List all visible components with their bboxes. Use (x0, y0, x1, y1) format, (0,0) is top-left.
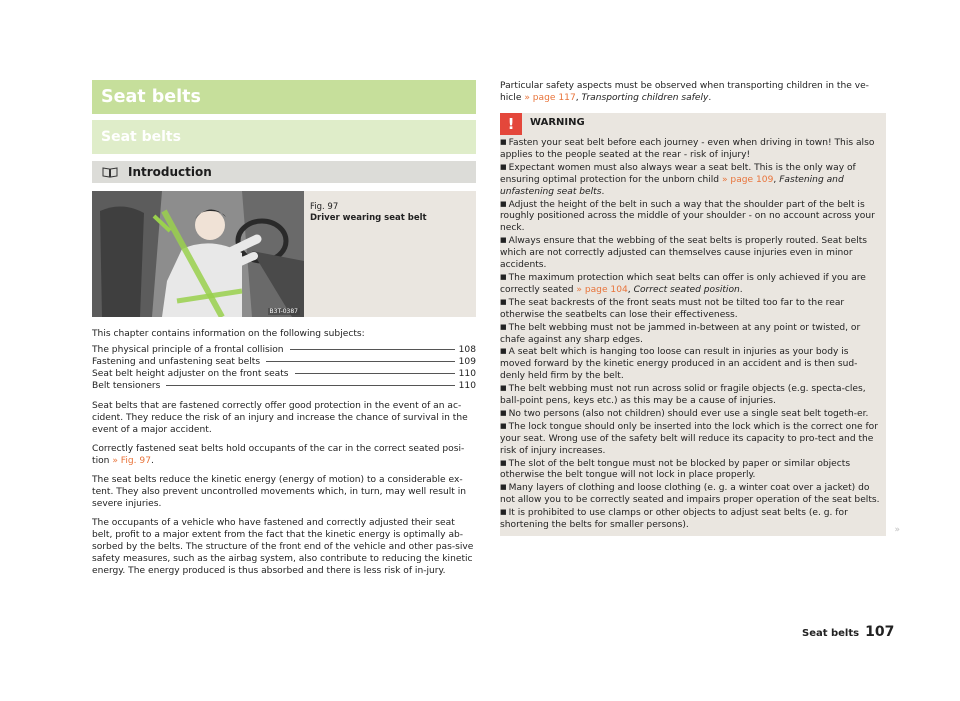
figure-link[interactable]: » Fig. 97 (112, 455, 151, 466)
warning-title: WARNING (530, 117, 585, 128)
toc-item[interactable]: Seat belt height adjuster on the front seats 110 (92, 368, 476, 379)
warning-item: ■ No two persons (also not children) should ever use a single seat belt togeth-er. (500, 408, 869, 419)
subsection-title: Introduction (128, 165, 212, 179)
figure-number: Fig. 97 (310, 202, 339, 212)
paragraph-4: The occupants of a vehicle who have fastened and correctly adjusted their seat belt, profit to a major extent from the fact that the kinetic energy is optimally ab-sorbed by the belts. The structure of the front end of the vehicle and other pas-sive safety measures, such as the airbag system, also contribute to reducing the kinetic energy. The energy produced is thus absorbed and there is less risk of in-jury. (92, 517, 474, 576)
page-link[interactable]: » page 109 (721, 174, 774, 185)
warning-icon: ! (500, 113, 522, 135)
warning-item: ■ The slot of the belt tongue must not be blocked by paper or similar objects otherwise the belt tongue will not lock in place properly. (500, 458, 851, 481)
warning-item: ■ It is prohibited to use clamps or other objects to adjust seat belts (e. g. for shortening the belts for smaller persons). (500, 508, 848, 531)
paragraph-2: Correctly fastened seat belts hold occupants of the car in the correct seated posi-tion » Fig. 97. (92, 443, 465, 466)
toc-item[interactable]: Fastening and unfastening seat belts 109 (92, 356, 476, 367)
toc-item[interactable]: The physical principle of a frontal collision 108 (92, 345, 476, 355)
table-of-contents (92, 345, 476, 393)
warning-box (500, 113, 900, 536)
figure-image (92, 191, 304, 317)
warning-item: ■ The lock tongue should only be inserted into the lock which is the correct one for your seat. Wrong use of the safety belt will reduce its capacity to pro-tect and the risk of injury increases. (500, 421, 878, 456)
intro-text: This chapter contains information on the following subjects: (92, 329, 365, 339)
warning-item: ■ Expectant women must also always wear a seat belt. This is the only way of ensuring optimal protection for the unborn child » page 109, Fastening and unfastening seat belts. (500, 162, 856, 197)
figure-caption: Driver wearing seat belt (310, 213, 427, 223)
page-link[interactable]: » page 117 (524, 93, 576, 103)
warning-item: ■ Fasten your seat belt before each journey - even when driving in town! This also applies to the people seated at the rear - risk of injury! (500, 138, 875, 160)
warning-item: ■ Adjust the height of the belt in such a way that the shoulder part of the belt is roughly positioned across the middle of your shoulder - on no account across your neck. (500, 199, 875, 234)
continue-arrow-icon: » (894, 525, 900, 535)
book-icon (102, 166, 118, 178)
paragraph-1: Seat belts that are fastened correctly offer good protection in the event of an ac-cident. They reduce the risk of an injury and increase the chance of survival in the event of a major accident. (92, 400, 468, 435)
subsection-header (92, 161, 476, 183)
page-link[interactable]: » page 104 (576, 284, 628, 295)
toc-item[interactable]: Belt tensioners 110 (92, 380, 476, 391)
driver-illustration (92, 191, 304, 317)
figure-code: B3T-0387 (269, 308, 298, 315)
children-safety-note: Particular safety aspects must be observed when transporting children in the ve-hicle » page 117, Transporting children safely. (500, 81, 869, 103)
warning-item: ■ Always ensure that the webbing of the seat belts is properly routed. Seat belts which are not correctly adjusted can themselves cause injuries even in minor accidents. (500, 236, 868, 271)
right-column (500, 80, 900, 536)
footer-title: Seat belts (802, 628, 860, 639)
warning-item: ■ A seat belt which is hanging too loose can result in injuries as your body is moved forward by the kinetic energy produced in an accident and is then sud-denly held firm by the belt. (500, 347, 858, 382)
left-column (92, 80, 476, 577)
warning-item: ■ The maximum protection which seat belts can offer is only achieved if you are correctly seated » page 104, Correct seated position. (500, 272, 866, 295)
page-footer (802, 624, 894, 640)
warning-item: ■ The seat backrests of the front seats must not be tilted too far to the rear otherwise the seatbelts can lose their effectiveness. (500, 297, 845, 320)
section-title: Seat belts (92, 120, 476, 154)
warning-list (500, 135, 886, 532)
paragraph-3: The seat belts reduce the kinetic energy (energy of motion) to a considerable ex-tent. They also prevent uncontrolled movements which, in turn, may well result in severe injuries. (92, 474, 466, 509)
figure-97 (92, 191, 476, 317)
chapter-title: Seat belts (92, 80, 476, 114)
warning-item: ■ The belt webbing must not be jammed in-between at any point or twisted, or chafe against any sharp edges. (500, 322, 861, 345)
page-number: 107 (865, 624, 895, 640)
warning-item: ■ Many layers of clothing and loose clothing (e. g. a winter coat over a jacket) do not allow you to be correctly seated and impairs proper operation of the seat belts. (500, 483, 880, 506)
warning-item: ■ The belt webbing must not run across solid or fragile objects (e.g. specta-cles, ball-point pens, keys etc.) as this may be a cause of injuries. (500, 384, 866, 407)
